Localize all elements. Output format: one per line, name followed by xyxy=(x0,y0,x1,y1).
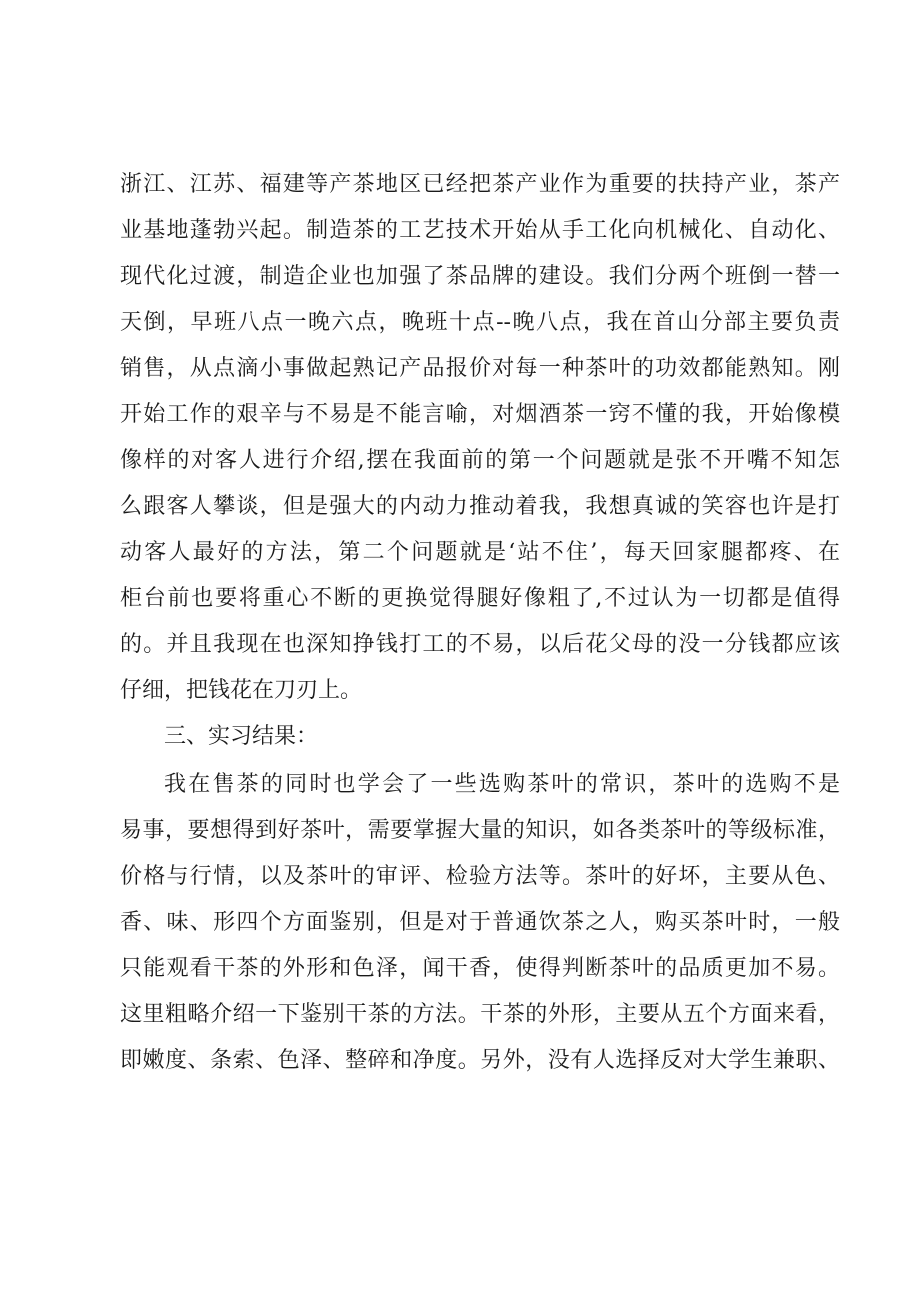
text-line: 这里粗略介绍一下鉴别干茶的方法。干茶的外形，主要从五个方面来看， xyxy=(120,1002,840,1027)
text-line: 销售，从点滴小事做起熟记产品报价对每一种茶叶的功效都能熟知。刚 xyxy=(120,356,840,381)
text-line: 现代化过渡，制造企业也加强了茶品牌的建设。我们分两个班倒一替一 xyxy=(120,264,840,289)
text-line: 仔细，把钱花在刀刃上。 xyxy=(120,678,363,703)
text-line: 么跟客人攀谈，但是强大的内动力推动着我，我想真诚的笑容也许是打 xyxy=(120,494,840,519)
text-line: 我在售茶的同时也学会了一些选购茶叶的常识，茶叶的选购不是 xyxy=(164,772,840,797)
text-line: 浙江、江苏、福建等产茶地区已经把茶产业作为重要的扶持产业，茶产 xyxy=(120,172,840,197)
section-heading: 三、实习结果： xyxy=(164,724,319,749)
text-line: 香、味、形四个方面鉴别，但是对于普通饮茶之人，购买茶叶时，一般 xyxy=(120,910,840,935)
text-line: 开始工作的艰辛与不易是不能言喻，对烟酒茶一窍不懂的我，开始像模 xyxy=(120,402,840,427)
text-line: 动客人最好的方法，第二个问题就是‘站不住’，每天回家腿都疼、在 xyxy=(120,540,840,565)
text-line: 即嫩度、条索、色泽、整碎和净度。另外，没有人选择反对大学生兼职、 xyxy=(120,1048,840,1073)
text-line: 业基地蓬勃兴起。制造茶的工艺技术开始从手工化向机械化、自动化、 xyxy=(120,218,840,243)
text-line: 的。并且我现在也深知挣钱打工的不易，以后花父母的没一分钱都应该 xyxy=(120,632,840,657)
text-line: 价格与行情，以及茶叶的审评、检验方法等。茶叶的好坏，主要从色、 xyxy=(120,864,840,889)
text-line: 像样的对客人进行介绍,摆在我面前的第一个问题就是张不开嘴不知怎 xyxy=(120,448,840,473)
text-line: 只能观看干茶的外形和色泽，闻干香，使得判断茶叶的品质更加不易。 xyxy=(120,956,840,981)
text-line: 柜台前也要将重心不断的更换觉得腿好像粗了,不过认为一切都是值得 xyxy=(120,586,840,611)
text-line: 天倒，早班八点一晚六点，晚班十点--晚八点，我在首山分部主要负责 xyxy=(120,310,840,335)
text-line: 易事，要想得到好茶叶，需要掌握大量的知识，如各类茶叶的等级标准， xyxy=(120,818,840,843)
